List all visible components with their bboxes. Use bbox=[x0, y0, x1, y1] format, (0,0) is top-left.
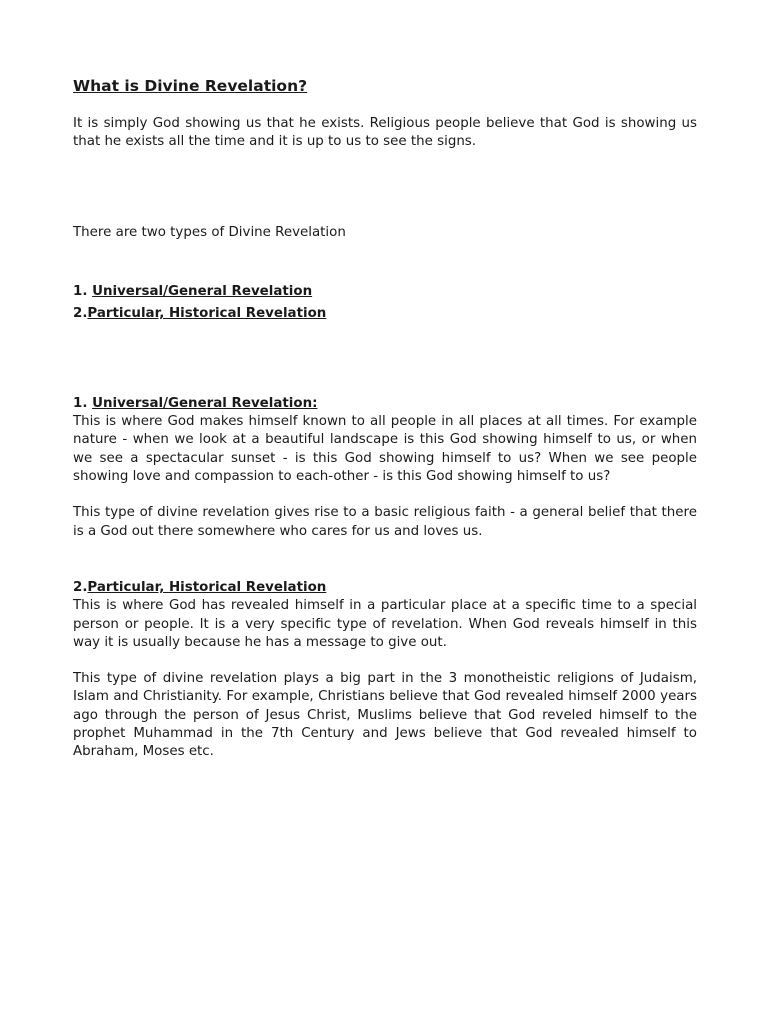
list-item bbox=[73, 281, 697, 303]
section-heading-label: Particular, Historical Revelation bbox=[87, 579, 327, 595]
section-paragraph: This type of divine revelation plays a big part in the 3 monotheistic religions of Judaism, Islam and Christianity. For example, Christians believe that God revealed himself 2000 years ago through the person of Jesus Christ, Muslims believe that God reveled himself to the prophet Muhammad in the 7th Century and Jews believe that God revealed himself to Abraham, Moses etc. bbox=[73, 671, 697, 760]
list-item-number: 1. bbox=[73, 283, 88, 299]
section-particular bbox=[73, 579, 697, 762]
section-paragraph: This is where God has revealed himself in a particular place at a specific time to a special person or people. It is a very specific type of revelation. When God reveals himself in this way it is usually because he has a message to give out. bbox=[73, 598, 697, 650]
section-number: 1. bbox=[73, 395, 88, 411]
section-heading bbox=[73, 579, 697, 597]
list-item bbox=[73, 303, 697, 325]
list-item-number: 2. bbox=[73, 305, 88, 321]
list-item-label: Particular, Historical Revelation bbox=[87, 305, 327, 321]
list-item-label: Universal/General Revelation bbox=[92, 283, 313, 299]
types-intro-text: There are two types of Divine Revelation bbox=[73, 224, 346, 240]
section-universal bbox=[73, 395, 697, 541]
types-list bbox=[73, 281, 697, 325]
section-paragraph: This is where God makes himself known to all people in all places at all times. For example nature - when we look at a beautiful landscape is this God showing himself to us, or when we see a spectacular sunset - is this God showing himself to us? When we see people showing love and compassion to each-other - is this God showing himself to us? bbox=[73, 414, 697, 485]
page-title: What is Divine Revelation? bbox=[73, 77, 308, 95]
intro-paragraph: It is simply God showing us that he exists. Religious people believe that God is showing us that he exists all the time and it is up to us to see the signs. bbox=[73, 116, 697, 150]
section-heading bbox=[73, 395, 697, 413]
section-heading-label: Universal/General Revelation: bbox=[92, 395, 318, 411]
document-page bbox=[73, 76, 697, 762]
section-number: 2. bbox=[73, 579, 88, 595]
section-paragraph: This type of divine revelation gives rise to a basic religious faith - a general belief that there is a God out there somewhere who cares for us and loves us. bbox=[73, 505, 697, 539]
